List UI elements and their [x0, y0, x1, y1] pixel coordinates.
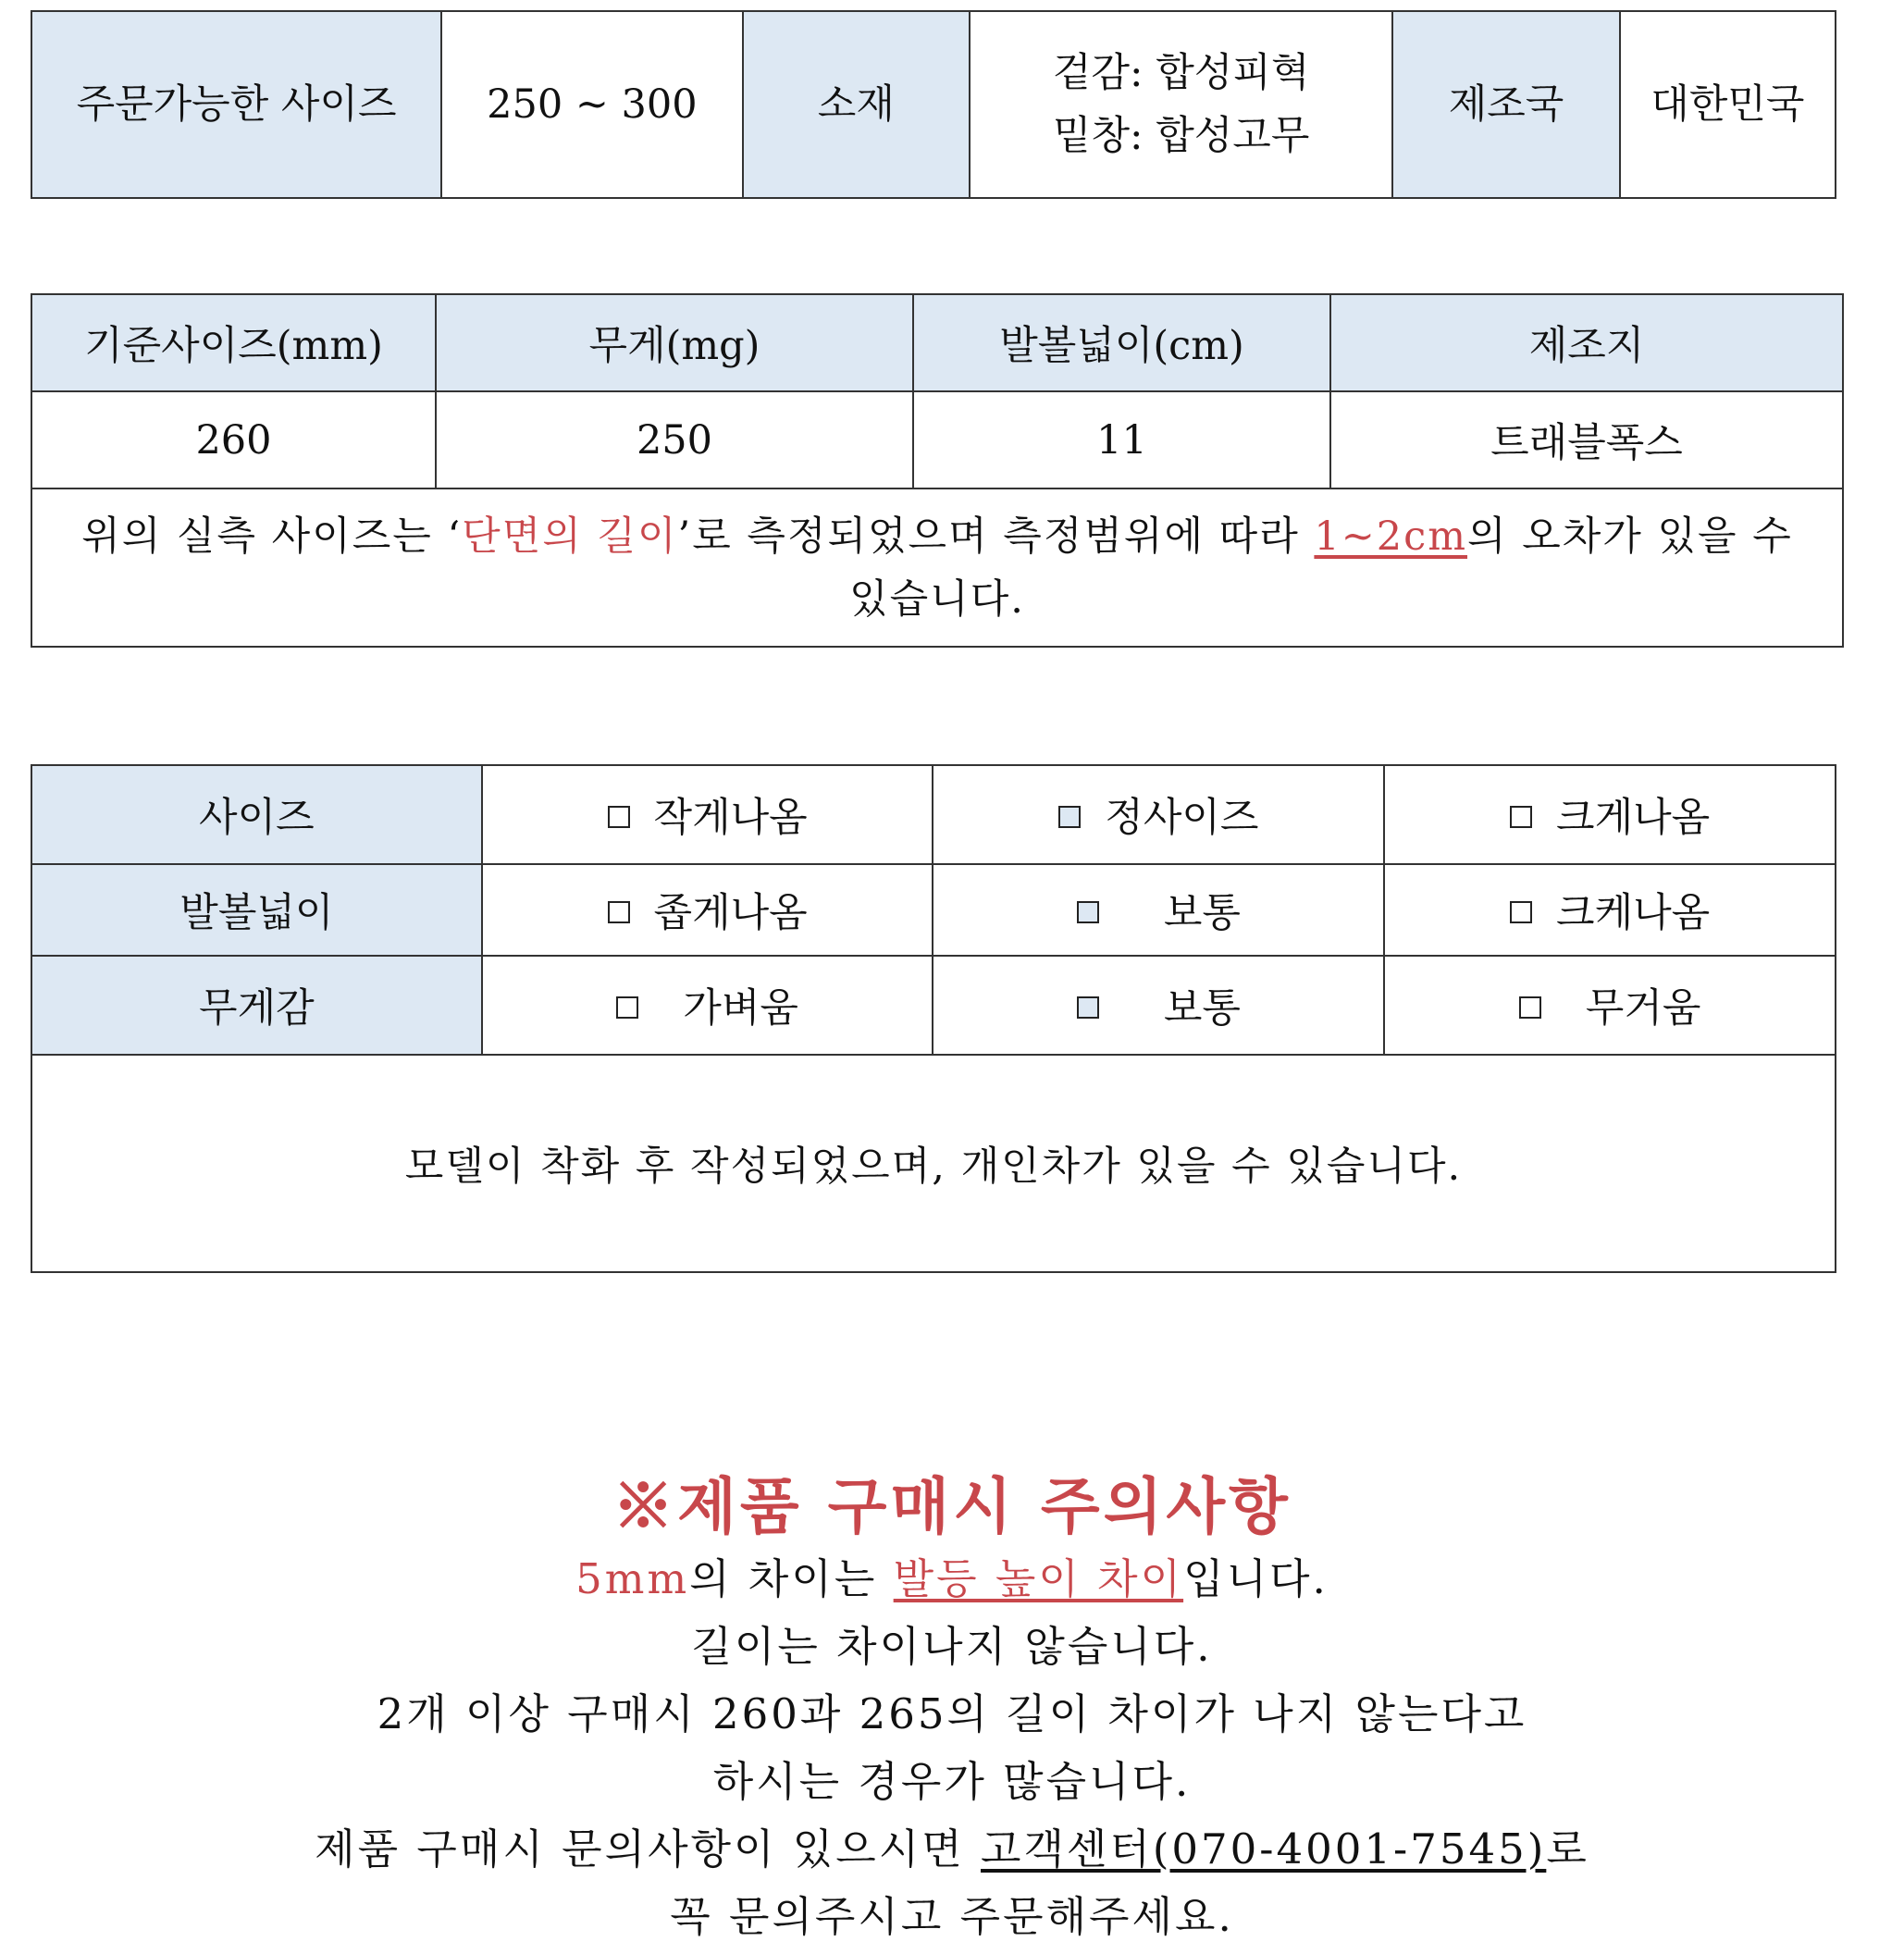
size-option-true[interactable]: [933, 765, 1384, 864]
weight-option-heavy[interactable]: [1384, 956, 1836, 1055]
note-part3: 의 오차가 있을 수 있습니다.: [849, 513, 1793, 623]
fit-label-size: 사이즈: [31, 765, 482, 864]
width-option-narrow[interactable]: [482, 864, 933, 956]
option-label: 가벼움: [683, 985, 798, 1032]
notice-text: 의 차이는: [689, 1554, 894, 1603]
note-part2: ’로 측정되었으며 측정범위에 따라: [677, 513, 1315, 560]
material-upper: 겉감: 합성피혁: [1052, 50, 1310, 96]
value-maker: 트래블폭스: [1330, 391, 1843, 488]
notice-text: 로: [1546, 1824, 1589, 1874]
fit-label-width: 발볼넓이: [31, 864, 482, 956]
note-range: 1~2cm: [1314, 513, 1468, 560]
size-label: 주문가능한 사이즈: [31, 11, 441, 198]
material-sole: 밑창: 합성고무: [1052, 113, 1310, 159]
width-option-wide[interactable]: [1384, 864, 1836, 956]
notice-line-2: 길이는 차이나지 않습니다.: [691, 1622, 1213, 1671]
note-highlight: 단면의 길이: [462, 513, 678, 560]
checkbox-checked-icon[interactable]: [1077, 901, 1099, 923]
checkbox-checked-icon[interactable]: [1077, 996, 1099, 1019]
notice-title: ※제품 구매시 주의사항: [612, 1470, 1292, 1542]
spec-table: [31, 10, 1836, 199]
notice-line-4: 하시는 경우가 많습니다.: [712, 1757, 1192, 1806]
notice-text: 제품 구매시 문의사항이 있으시면: [315, 1824, 981, 1874]
size-option-large[interactable]: [1384, 765, 1836, 864]
header-maker: 제조지: [1330, 294, 1843, 391]
checkbox-icon[interactable]: [1519, 996, 1541, 1019]
origin-value: 대한민국: [1620, 11, 1836, 198]
option-label: 크케나옴: [1556, 890, 1711, 936]
width-option-normal[interactable]: [933, 864, 1384, 956]
origin-label: 제조국: [1392, 11, 1619, 198]
note-part1: 위의 실측 사이즈는 ‘: [81, 513, 463, 560]
notice-instep-height: 발등 높이 차이: [893, 1554, 1184, 1603]
header-base-size: 기준사이즈(mm): [31, 294, 436, 391]
material-value: [970, 11, 1392, 198]
measure-table: [31, 293, 1844, 648]
header-width: 발볼넓이(cm): [913, 294, 1330, 391]
value-base-size: 260: [31, 391, 436, 488]
fit-footnote: 모델이 착화 후 작성되었으며, 개인차가 있을 수 있습니다.: [31, 1055, 1836, 1272]
checkbox-icon[interactable]: [1510, 901, 1532, 923]
fit-table: [31, 764, 1836, 1273]
checkbox-icon[interactable]: [608, 901, 630, 923]
option-label: 보통: [1163, 890, 1241, 936]
notice-line-5: [0, 1815, 1904, 1875]
option-label: 무거움: [1585, 985, 1701, 1032]
material-label: 소재: [743, 11, 970, 198]
weight-option-normal[interactable]: [933, 956, 1384, 1055]
value-width: 11: [913, 391, 1330, 488]
checkbox-icon[interactable]: [1510, 806, 1532, 828]
fit-label-weight: 무게감: [31, 956, 482, 1055]
size-value: 250 ~ 300: [441, 11, 743, 198]
option-label: 정사이즈: [1105, 795, 1259, 841]
notice-text: 입니다.: [1183, 1554, 1329, 1603]
value-weight: 250: [436, 391, 913, 488]
notice-line-1: [0, 1545, 1904, 1605]
checkbox-icon[interactable]: [608, 806, 630, 828]
measurement-note: [31, 488, 1843, 647]
weight-option-light[interactable]: [482, 956, 933, 1055]
header-weight: 무게(mg): [436, 294, 913, 391]
customer-center-contact: 고객센터(070-4001-7545): [980, 1824, 1547, 1874]
notice-line-6: 꼭 문의주시고 주문해주세요.: [670, 1892, 1234, 1941]
option-label: 보통: [1163, 985, 1241, 1032]
checkbox-checked-icon[interactable]: [1058, 806, 1081, 828]
notice-5mm: 5mm: [575, 1554, 690, 1603]
option-label: 크게나옴: [1556, 795, 1711, 841]
checkbox-icon[interactable]: [616, 996, 638, 1019]
size-option-small[interactable]: [482, 765, 933, 864]
option-label: 작게나옴: [653, 795, 808, 841]
option-label: 좁게나옴: [653, 890, 808, 936]
notice-line-3: 2개 이상 구매시 260과 265의 길이 차이가 나지 않는다고: [377, 1689, 1527, 1738]
